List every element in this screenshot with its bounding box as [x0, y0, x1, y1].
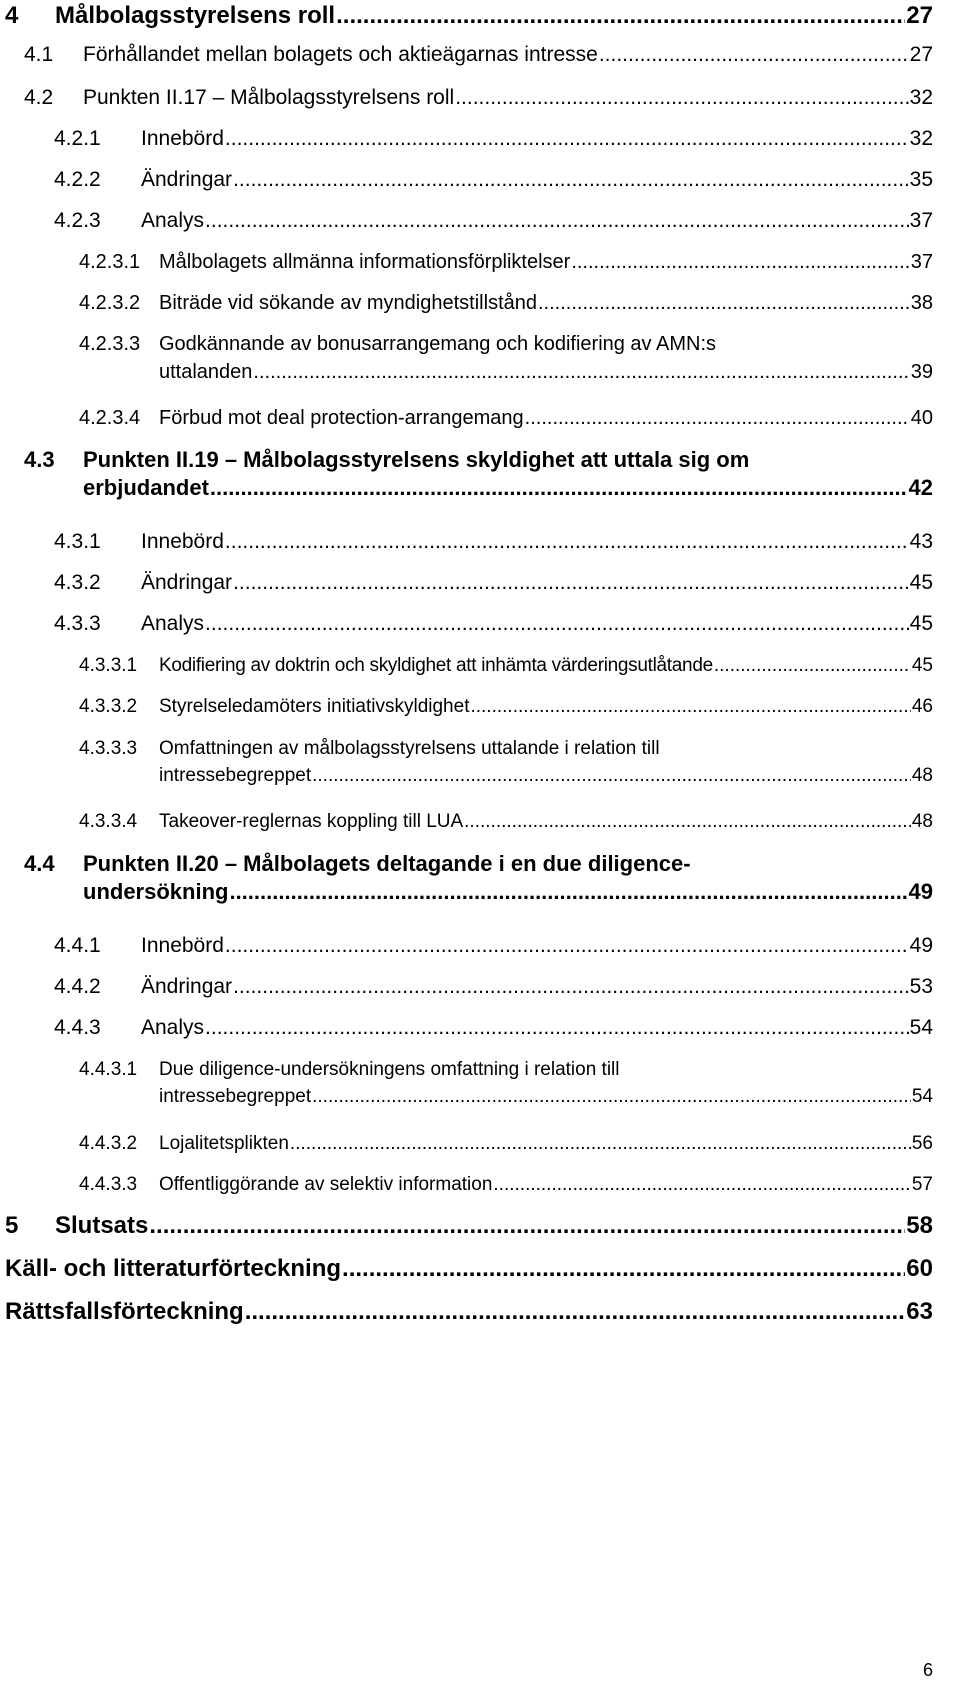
- toc-entry-4-3-2: 4.3.2 Ändringar ..... 45: [54, 571, 933, 595]
- toc-entry-4-4-3-3: 4.4.3.3 Offentliggörande av selektiv information ..... 57: [79, 1174, 933, 1196]
- toc-entry-4-4-3-2: 4.4.3.2 Lojalitetsplikten ..... 56: [79, 1133, 933, 1155]
- toc-entry-4-3-3-2: 4.3.3.2 Styrelseledamöters initiativskyldighet ..... 46: [79, 696, 933, 718]
- toc-entry-cases: Rättsfallsförteckning ..... 63: [5, 1298, 933, 1326]
- toc-entry-4-4-2: 4.4.2 Ändringar ..... 53: [54, 975, 933, 999]
- toc-entry-4-2-3-4: 4.2.3.4 Förbud mot deal protection-arrangemang ..... 40: [79, 407, 933, 430]
- toc-entry-4-4: 4.4 Punkten II.20 – Målbolagets deltagande i en due diligence- undersökning ..... 49: [24, 851, 933, 905]
- toc-entry-4-3-3: 4.3.3 Analys ..... 45: [54, 612, 933, 636]
- toc-entry-4: 4 Målbolagsstyrelsens roll ..... 27: [5, 2, 933, 30]
- toc-entry-4-2: 4.2 Punkten II.17 – Målbolagsstyrelsens roll ..... 32: [24, 86, 933, 110]
- toc-entry-4-2-3-2: 4.2.3.2 Biträde vid sökande av myndighetstillstånd ..... 38: [79, 292, 933, 315]
- page-number: 6: [922, 1660, 933, 1680]
- toc-entry-4-2-1: 4.2.1 Innebörd ..... 32: [54, 127, 933, 151]
- toc-entry-sources: Käll- och litteraturförteckning ..... 60: [5, 1255, 933, 1283]
- toc-entry-4-3-1: 4.3.1 Innebörd ..... 43: [54, 530, 933, 554]
- toc-entry-4-3-3-1: 4.3.3.1 Kodifiering av doktrin och skyldighet att inhämta värderingsutlåtande ..... 45: [79, 655, 933, 677]
- toc-entry-4-3-3-3: 4.3.3.3 Omfattningen av målbolagsstyrelsens uttalande i relation till intressebegreppet ..... 48: [79, 738, 933, 787]
- toc-entry-4-2-3: 4.2.3 Analys ..... 37: [54, 209, 933, 233]
- toc-entry-4-1: 4.1 Förhållandet mellan bolagets och aktieägarnas intresse ..... 27: [24, 43, 933, 67]
- toc-entry-4-2-3-3: 4.2.3.3 Godkännande av bonusarrangemang och kodifiering av AMN:s uttalanden ..... 39: [79, 333, 933, 384]
- toc-entry-4-3-3-4: 4.3.3.4 Takeover-reglernas koppling till LUA ..... 48: [79, 811, 933, 833]
- toc-entry-4-2-3-1: 4.2.3.1 Målbolagets allmänna informationsförpliktelser ..... 37: [79, 251, 933, 274]
- toc-entry-4-2-2: 4.2.2 Ändringar ..... 35: [54, 168, 933, 192]
- toc-entry-4-4-3-1: 4.4.3.1 Due diligence-undersökningens omfattning i relation till intressebegreppet ..... 54: [79, 1059, 933, 1108]
- toc-entry-4-4-3: 4.4.3 Analys ..... 54: [54, 1016, 933, 1040]
- toc-entry-5: 5 Slutsats ..... 58: [5, 1212, 933, 1240]
- toc-entry-4-3: 4.3 Punkten II.19 – Målbolagsstyrelsens skyldighet att uttala sig om erbjudandet ..... 42: [24, 447, 933, 501]
- toc-entry-4-4-1: 4.4.1 Innebörd ..... 49: [54, 934, 933, 958]
